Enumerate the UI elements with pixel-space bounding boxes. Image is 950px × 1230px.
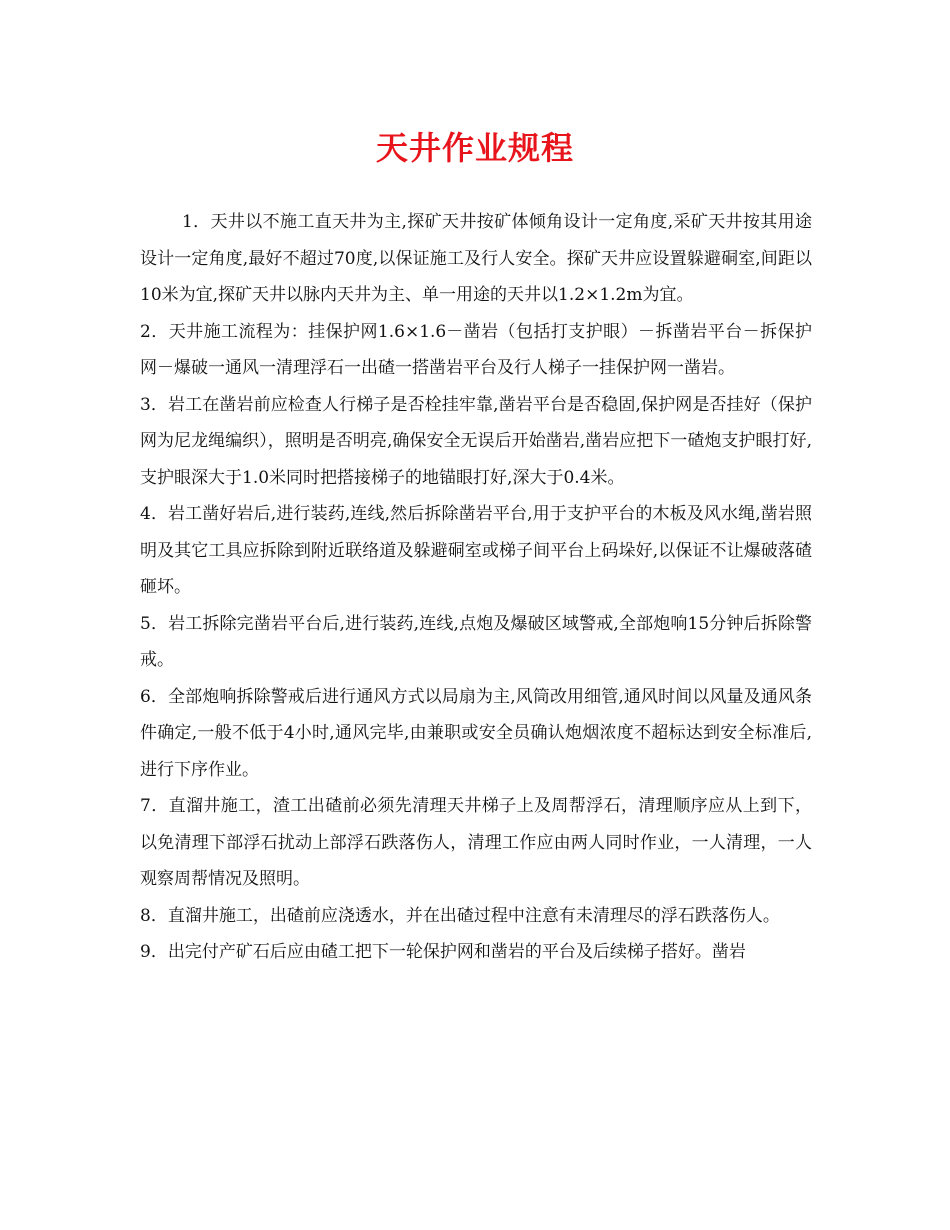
paragraph-2: 2．天井施工流程为：挂保护网1.6×1.6－凿岩（包括打支护眼）－拆凿岩平台－拆保护网－爆破一通风一清理浮石一出碴一搭凿岩平台及行人梯子一挂保护网一凿岩。 xyxy=(140,321,812,378)
paragraph-6: 6．全部炮响拆除警戒后进行通风方式以局扇为主,风筒改用细管,通风时间以风量及通风条件确定,一般不低于4小时,通风完毕,由兼职或安全员确认炮烟浓度不超标达到安全标准后,进行下序作业。 xyxy=(140,686,812,780)
paragraph-4: 4．岩工凿好岩后,进行装药,连线,然后拆除凿岩平台,用于支护平台的木板及风水绳,凿岩照明及其它工具应拆除到附近联络道及躲避硐室或梯子间平台上码垛好,以保证不让爆破落碴砸坏。 xyxy=(140,504,812,597)
paragraph-5: 5．岩工拆除完凿岩平台后,进行装药,连线,点炮及爆破区域警戒,全部炮响15分钟后拆除警戒。 xyxy=(140,613,812,670)
paragraph-7: 7．直溜井施工，渣工出碴前必须先清理天井梯子上及周帮浮石，清理顺序应从上到下，以免清理下部浮石扰动上部浮石跌落伤人，清理工作应由两人同时作业，一人清理，一人观察周帮情况及照明。 xyxy=(140,796,812,889)
paragraph-9: 9．出完付产矿石后应由碴工把下一轮保护网和凿岩的平台及后续梯子搭好。凿岩 xyxy=(140,942,746,962)
paragraph-3: 3．岩工在凿岩前应检查人行梯子是否栓挂牢靠,凿岩平台是否稳固,保护网是否挂好（保护网为尼龙绳编织），照明是否明亮,确保安全无误后开始凿岩,凿岩应把下一碴炮支护眼打好,支护眼深大于1.0米同时把搭接梯子的地锚眼打好,深大于0.4米。 xyxy=(140,394,812,488)
paragraph-8: 8．直溜井施工，出碴前应浇透水，并在出碴过程中注意有未清理尽的浮石跌落伤人。 xyxy=(140,905,780,926)
paragraph-1: 1．天井以不施工直天井为主,探矿天井按矿体倾角设计一定角度,采矿天井按其用途设计一定角度,最好不超过70度,以保证施工及行人安全。探矿天井应设置躲避硐室,间距以10米为宜,探矿天井以脉内天井为主、单一用途的天井以1.2×1.2m为宜。 xyxy=(140,212,812,305)
document-body xyxy=(140,204,812,971)
document-title: 天井作业规程 xyxy=(375,129,574,167)
